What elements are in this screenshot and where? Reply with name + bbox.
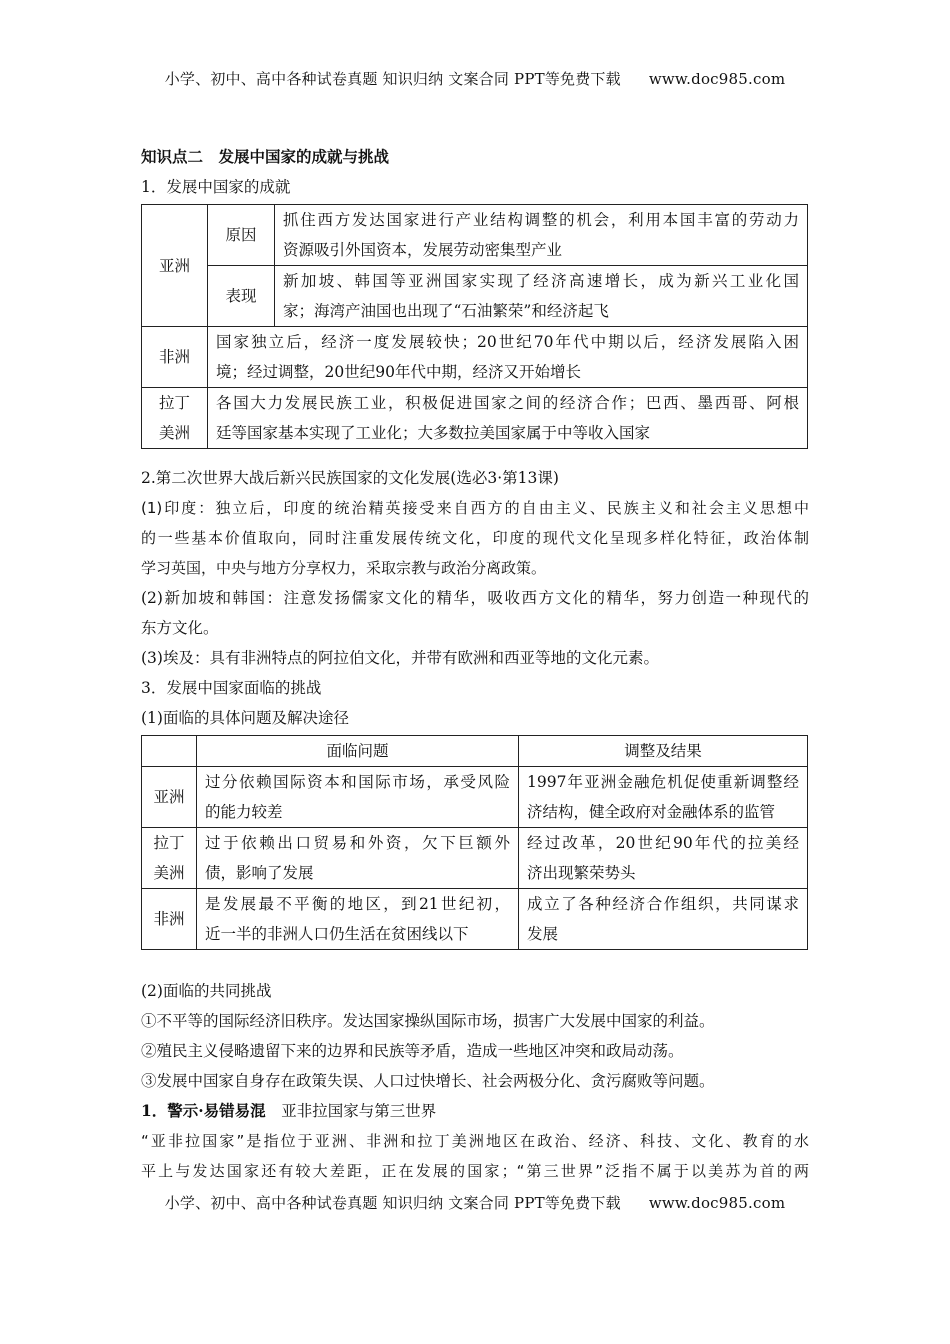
region-cell: 亚洲 xyxy=(142,205,208,327)
result-cell xyxy=(519,767,808,828)
label-cell: 表现 xyxy=(208,266,275,327)
table-row xyxy=(142,767,808,828)
item1-title: 1．发展中国家的成就 xyxy=(141,178,291,196)
table-row xyxy=(142,889,808,950)
content-cell xyxy=(208,327,808,388)
warning-line: 平上与发达国家还有较大差距，正在发展的国家；“第三世界”泛指不属于以美苏为首的两 xyxy=(141,1162,809,1180)
page-footer xyxy=(0,1192,950,1213)
india-line: (1)印度：独立后，印度的统治精英接受来自西方的自由主义、民族主义和社会主义思想中 xyxy=(141,499,809,517)
region-cell xyxy=(142,828,197,889)
challenge-item: ①不平等的国际经济旧秩序。发达国家操纵国际市场，损害广大发展中国家的利益。 xyxy=(141,1012,715,1030)
cell-line: 新加坡、韩国等亚洲国家实现了经济高速增长，成为新兴工业化国 xyxy=(283,272,799,290)
footer-site: www.doc985.com xyxy=(648,1194,786,1212)
item3-sub2: (2)面临的共同挑战 xyxy=(141,982,272,1000)
cell-line: 济出现繁荣势头 xyxy=(527,864,636,882)
problem-cell xyxy=(197,828,519,889)
region-cell xyxy=(142,767,197,828)
cell-line: 近一半的非洲人口仍生活在贫困线以下 xyxy=(205,925,469,943)
item3-title: 3．发展中国家面临的挑战 xyxy=(141,679,322,697)
table-row xyxy=(142,205,808,266)
cell-line: 过分依赖国际资本和国际市场，承受风险 xyxy=(205,773,510,791)
table-row xyxy=(142,327,808,388)
cell-line: 境；经过调整，20世纪90年代中期，经济又开始增长 xyxy=(216,363,581,381)
cell-line: 资源吸引外国资本，发展劳动密集型产业 xyxy=(283,241,563,259)
label-cell: 原因 xyxy=(208,205,275,266)
header-cell: 调整及结果 xyxy=(519,736,808,767)
cell-line: 1997年亚洲金融危机促使重新调整经 xyxy=(527,773,799,791)
challenges-table xyxy=(141,735,808,950)
cell-line: 的能力较差 xyxy=(205,803,283,821)
cell-line: 是发展最不平衡的地区，到21世纪初， xyxy=(205,895,510,913)
item3-sub1: (1)面临的具体问题及解决途径 xyxy=(141,709,349,727)
cell-line: 廷等国家基本实现了工业化；大多数拉美国家属于中等收入国家 xyxy=(216,424,651,442)
result-cell xyxy=(519,828,808,889)
warning-line: “亚非拉国家”是指位于亚洲、非洲和拉丁美洲地区在政治、经济、科技、文化、教育的水 xyxy=(141,1132,809,1150)
content-cell xyxy=(275,266,808,327)
region-line: 美洲 xyxy=(158,424,190,442)
document-body xyxy=(141,142,809,1186)
cell-line: 家；海湾产油国也出现了“石油繁荣”和经济起飞 xyxy=(283,302,609,320)
challenge-item: ③发展中国家自身存在政策失误、人口过快增长、社会两极分化、贪污腐败等问题。 xyxy=(141,1072,715,1090)
cell-line: 经过改革，20世纪90年代的拉美经 xyxy=(527,834,799,852)
cell-line: 国家独立后，经济一度发展较快；20世纪70年代中期以后，经济发展陷入困 xyxy=(216,333,799,351)
region-line: 拉丁 xyxy=(153,834,185,852)
problem-cell xyxy=(197,889,519,950)
cell-line: 过于依赖出口贸易和外资，欠下巨额外 xyxy=(205,834,510,852)
footer-text: 小学、初中、高中各种试卷真题 知识归纳 文案合同 PPT等免费下载 xyxy=(164,1194,621,1212)
section-title: 知识点二 发展中国家的成就与挑战 xyxy=(141,147,390,166)
singapore-line: (2)新加坡和韩国：注意发扬儒家文化的精华，吸收西方文化的精华，努力创造一种现代的 xyxy=(141,589,809,607)
warning-heading xyxy=(141,1096,809,1126)
table-row xyxy=(142,828,808,889)
table-row xyxy=(142,266,808,327)
achievements-table xyxy=(141,204,808,449)
region-line: 亚洲 xyxy=(153,788,185,806)
header-cell: 面临问题 xyxy=(197,736,519,767)
region-cell xyxy=(142,889,197,950)
region-line: 拉丁 xyxy=(158,394,190,412)
header-text: 小学、初中、高中各种试卷真题 知识归纳 文案合同 PPT等免费下载 xyxy=(164,70,621,88)
cell-line: 成立了各种经济合作组织，共同谋求 xyxy=(527,895,799,913)
content-cell xyxy=(275,205,808,266)
warning-topic: 亚非拉国家与第三世界 xyxy=(265,1102,437,1120)
cell-line: 各国大力发展民族工业，积极促进国家之间的经济合作；巴西、墨西哥、阿根 xyxy=(216,394,799,412)
singapore-line: 东方文化。 xyxy=(141,619,219,637)
warning-label: 1．警示·易错易混 xyxy=(141,1101,266,1120)
result-cell xyxy=(519,889,808,950)
cell-line: 发展 xyxy=(527,925,559,943)
india-line: 的一些基本价值取向，同时注重发展传统文化，印度的现代文化呈现多样化特征，政治体制 xyxy=(141,529,809,547)
table-row xyxy=(142,388,808,449)
page-header xyxy=(0,68,950,89)
region-cell xyxy=(142,388,208,449)
region-cell: 非洲 xyxy=(142,327,208,388)
header-cell xyxy=(142,736,197,767)
problem-cell xyxy=(197,767,519,828)
table-header-row xyxy=(142,736,808,767)
egypt-line: (3)埃及：具有非洲特点的阿拉伯文化，并带有欧洲和西亚等地的文化元素。 xyxy=(141,649,659,667)
cell-line: 济结构，健全政府对金融体系的监管 xyxy=(527,803,776,821)
region-line: 非洲 xyxy=(153,910,185,928)
india-line: 学习英国，中央与地方分享权力，采取宗教与政治分离政策。 xyxy=(141,559,547,577)
header-site: www.doc985.com xyxy=(648,70,786,88)
cell-line: 债，影响了发展 xyxy=(205,864,314,882)
item2-title: 2.第二次世界大战后新兴民族国家的文化发展(选必3·第13课) xyxy=(141,469,559,487)
challenge-item: ②殖民主义侵略遗留下来的边界和民族等矛盾，造成一些地区冲突和政局动荡。 xyxy=(141,1042,684,1060)
content-cell xyxy=(208,388,808,449)
cell-line: 抓住西方发达国家进行产业结构调整的机会，利用本国丰富的劳动力 xyxy=(283,211,799,229)
region-line: 美洲 xyxy=(153,864,185,882)
